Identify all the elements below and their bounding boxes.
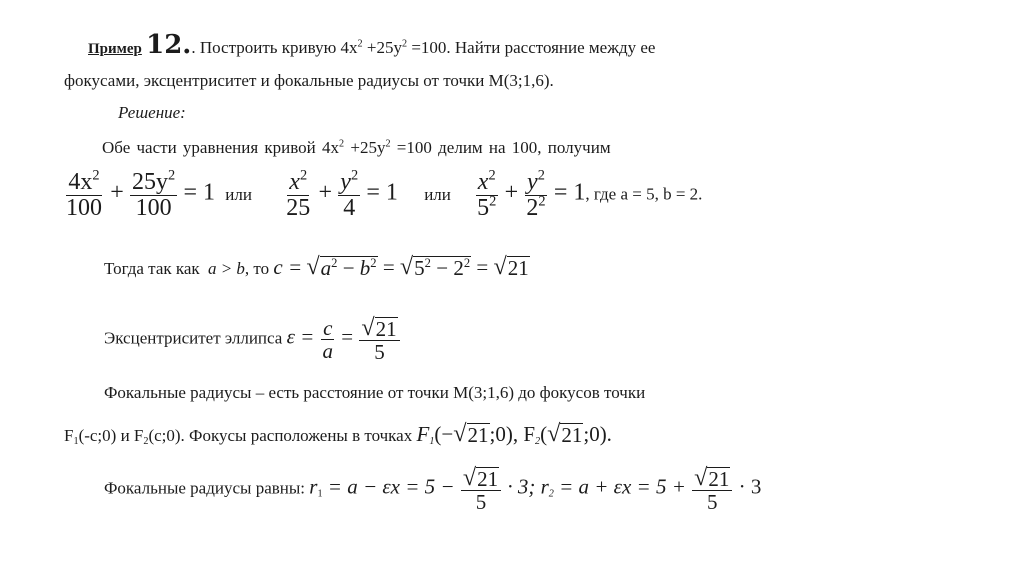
frac-num: y [527, 169, 538, 195]
eq-sign: = [377, 255, 400, 279]
or-word: или [424, 184, 451, 204]
ab-values: , где a = 5, b = 2. [585, 184, 703, 204]
frac-num: x [477, 169, 489, 195]
p2-close: ;0). [583, 422, 612, 446]
frac-den: 5 [707, 490, 718, 515]
sqrt-21: √ 21 [453, 420, 489, 448]
fraction-x2-52 [475, 167, 498, 222]
sqrt-52-22: √ $5^2 - 2^2$ [399, 253, 471, 281]
c-prefix: Тогда так как [104, 259, 200, 278]
example-word: Пример [88, 41, 142, 57]
p2-open: ( [540, 422, 548, 446]
step1-text-a: Обе части уравнения кривой 4x [102, 138, 340, 157]
f1-letter: F [64, 426, 74, 445]
plus-sign: + [110, 179, 124, 206]
sub: 2 [548, 488, 554, 500]
ecc-prefix: Эксцентриситет эллипса [104, 328, 283, 348]
exp: 2 [357, 38, 363, 50]
frac-num: c [323, 316, 333, 341]
c-equals: c = [273, 255, 303, 279]
step1-text-c: =100 делим на 100, получим [390, 138, 611, 157]
fraction-y2-22 [524, 167, 547, 222]
frac-num: x [289, 169, 300, 195]
fraction-25y2-100 [130, 167, 177, 222]
task-line-1 [88, 30, 656, 60]
fraction-sqrt21-5: √ 21 5 [461, 466, 501, 513]
sqrt-a2-b2: √ $a^2 - b^2$ [306, 253, 377, 281]
sub: 1 [429, 436, 435, 448]
sub: 2 [143, 436, 149, 448]
sq-21: 21 [507, 256, 529, 281]
frac-num: 4x [68, 169, 93, 195]
frac-den: 100 [66, 195, 102, 222]
exp: 2 [92, 167, 100, 184]
solution-label: Решение: [118, 103, 186, 122]
f-text-a: (-c;0) и F [78, 426, 144, 445]
mid-term: · 3; r [507, 474, 549, 499]
exp: 2 [350, 167, 359, 184]
r2-eq: = a + εx = 5 + [553, 474, 686, 499]
fraction-4x2-100 [64, 167, 104, 222]
task-line-2 [64, 70, 554, 92]
eq-sign: = [471, 255, 494, 279]
exp: 2 [401, 38, 408, 50]
exp: 2 [339, 138, 345, 150]
exp: 2 [424, 255, 431, 270]
focal-def-line-1: Фокальные радиусы – есть расстояние от точки М(3;1,6) до фокусов точки [104, 383, 646, 402]
radii-line [104, 466, 761, 513]
frac-den: 5 [475, 490, 487, 515]
frac-den: 5 [374, 340, 385, 365]
plus-sign: + [318, 179, 333, 206]
fraction-sqrt21-5: √ 21 5 [692, 466, 732, 513]
or-word: или [225, 184, 252, 204]
frac-den: 5 [477, 195, 490, 222]
sq-21: 21 [375, 317, 397, 342]
exp: 2 [463, 255, 471, 270]
sq-21: 21 [708, 467, 730, 492]
task-text-c: =100. Найти расстояние между ее [407, 38, 656, 57]
equals-one: = 1 [366, 179, 398, 206]
step1-line [102, 137, 611, 159]
task-text-b: +25y [362, 38, 402, 57]
c-to: , то [244, 259, 270, 278]
frac-den: a [322, 339, 334, 364]
p1-letter: F [416, 422, 430, 446]
fraction-sqrt21-5: √ 21 5 [359, 316, 399, 363]
frac-num: y [340, 169, 351, 195]
sub: 1 [73, 436, 79, 448]
minus: − [337, 256, 360, 281]
minus: − [430, 256, 454, 281]
sq-2: 2 [453, 256, 464, 281]
frac-num: 25y [132, 169, 169, 195]
frac-den: 100 [135, 195, 172, 222]
cond-a-gt-b: a > b [207, 259, 245, 278]
exp: 2 [331, 255, 338, 270]
focal-def-line-2 [64, 420, 612, 450]
step1-text-b: +25y [344, 138, 386, 157]
exp: 2 [537, 167, 545, 184]
equals-one: = 1 [553, 179, 586, 206]
p1-close: ;0), F [489, 422, 536, 446]
frac-den: 2 [526, 195, 539, 222]
c-line [104, 252, 530, 284]
task-text-a: . Построить кривую 4x [191, 38, 358, 57]
p1-open: (− [434, 422, 454, 446]
exp: 2 [168, 167, 176, 184]
r1-letter: r [309, 474, 318, 499]
fraction-y2-4 [338, 167, 360, 222]
exp: 2 [488, 167, 496, 184]
exp: 2 [370, 255, 377, 270]
fraction-c-a [321, 317, 336, 362]
r1-eq: = a − εx = 5 − [322, 474, 455, 499]
eps-equals: ε = [286, 324, 315, 349]
fraction-x2-25 [284, 167, 312, 222]
sq-21: 21 [467, 423, 489, 448]
frac-den: 4 [343, 195, 356, 222]
equals-one: = 1 [183, 179, 216, 206]
sq-b: b [359, 256, 371, 281]
ecc-line [104, 316, 402, 363]
exp: 2 [489, 193, 497, 210]
sq-21: 21 [477, 467, 499, 492]
sq-21: 21 [561, 423, 583, 448]
sub: 1 [317, 488, 323, 500]
plus-sign: + [504, 179, 519, 206]
sqrt-21: √ 21 [547, 420, 583, 448]
radii-prefix: Фокальные радиусы равны: [104, 478, 306, 498]
f-text-b: (c;0). Фокусы расположены в точках [148, 426, 413, 445]
exp: 2 [538, 193, 546, 210]
sqrt-21: √ 21 [493, 253, 529, 281]
example-number: 12. [146, 30, 192, 60]
sq-5: 5 [414, 256, 425, 281]
exp: 2 [299, 167, 308, 184]
exp: 2 [385, 138, 391, 150]
equation-row [62, 167, 703, 222]
sq-a: a [320, 256, 332, 281]
task-text-2: фокусами, эксцентриситет и фокальные радиусы от точки М(3;1,6). [64, 71, 554, 90]
frac-den: 25 [286, 195, 311, 222]
eq-sign: = [341, 324, 354, 349]
end-term: · 3 [738, 474, 762, 499]
sub: 2 [535, 436, 541, 448]
